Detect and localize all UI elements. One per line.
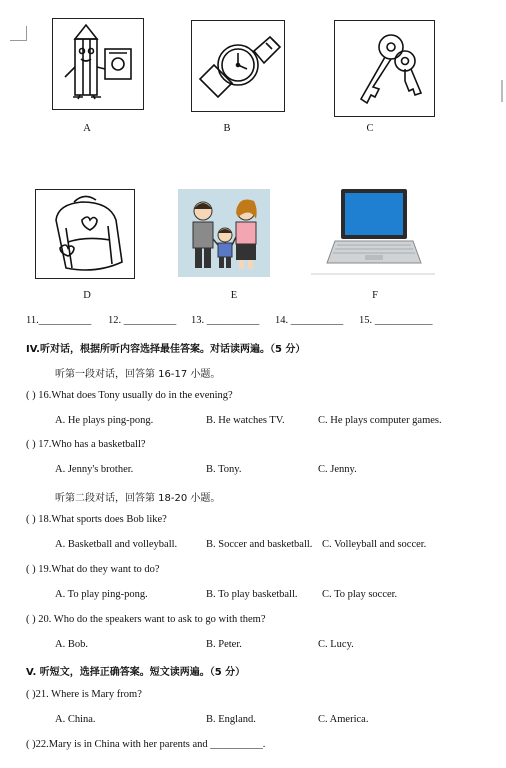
question-21: ( )21. Where is Mary from? [26,689,142,700]
q16-option-b[interactable]: B. He watches TV. [206,415,285,426]
q20-option-c[interactable]: C. Lucy. [318,639,354,650]
q16-option-a[interactable]: A. He plays ping-pong. [55,415,154,426]
picture-a-label: A [83,123,91,134]
q17-option-b[interactable]: B. Tony. [206,464,242,475]
picture-e-label: E [230,290,238,301]
q19-option-b[interactable]: B. To play basketball. [206,589,298,600]
keys-icon [335,21,434,116]
picture-b-label: B [223,123,231,134]
picture-f [311,187,435,279]
q17-option-a[interactable]: A. Jenny's brother. [55,464,134,475]
q17-option-c[interactable]: C. Jenny. [318,464,357,475]
q18-option-c[interactable]: C. Volleyball and soccer. [322,539,427,550]
edge-mark [501,80,503,102]
picture-d-label: D [83,290,91,301]
blank-12[interactable]: 12. __________ [108,315,177,326]
picture-d [35,189,135,279]
q20-option-b[interactable]: B. Peter. [206,639,242,650]
section-5-title: V. 听短文，选择正确答案。短文读两遍。（5 分） [26,667,246,678]
q16-option-c[interactable]: C. He plays computer games. [318,415,442,426]
section-4-part-2: 听第二段对话，回答第 18-20 小题。 [55,493,221,504]
page-corner-mark [10,26,27,41]
blank-15[interactable]: 15. ___________ [359,315,433,326]
section-4-title: IV.听对话，根据所听内容选择最佳答案。对话读两遍。（5 分） [26,344,306,355]
q20-option-a[interactable]: A. Bob. [55,639,88,650]
picture-f-label: F [372,290,378,301]
q18-option-b[interactable]: B. Soccer and basketball. [206,539,313,550]
section-4-part-1: 听第一段对话，回答第 16-17 小题。 [55,369,221,380]
picture-b [191,20,285,112]
blank-13[interactable]: 13. __________ [191,315,260,326]
laptop-icon [311,187,435,279]
question-16: ( ) 16.What does Tony usually do in the evening? [26,390,233,401]
question-22: ( )22.Mary is in China with her parents and __________. [26,739,266,750]
q21-option-c[interactable]: C. America. [318,714,369,725]
q18-option-a[interactable]: A. Basketball and volleyball. [55,539,178,550]
backpack-icon [36,190,134,278]
picture-c [334,20,435,117]
blank-14[interactable]: 14. __________ [275,315,344,326]
pencil-sharpener-icon [53,19,143,109]
q19-option-c[interactable]: C. To play soccer. [322,589,398,600]
q21-option-a[interactable]: A. China. [55,714,96,725]
q21-option-b[interactable]: B. England. [206,714,256,725]
question-17: ( ) 17.Who has a basketball? [26,439,146,450]
question-20: ( ) 20. Who do the speakers want to ask to go with them? [26,614,266,625]
question-18: ( ) 18.What sports does Bob like? [26,514,167,525]
picture-a [52,18,144,110]
blank-11[interactable]: 11.__________ [26,315,92,326]
q19-option-a[interactable]: A. To play ping-pong. [55,589,148,600]
question-19: ( ) 19.What do they want to do? [26,564,160,575]
picture-c-label: C [366,123,374,134]
family-icon [178,189,270,277]
watch-icon [192,21,284,111]
picture-e [178,189,270,277]
